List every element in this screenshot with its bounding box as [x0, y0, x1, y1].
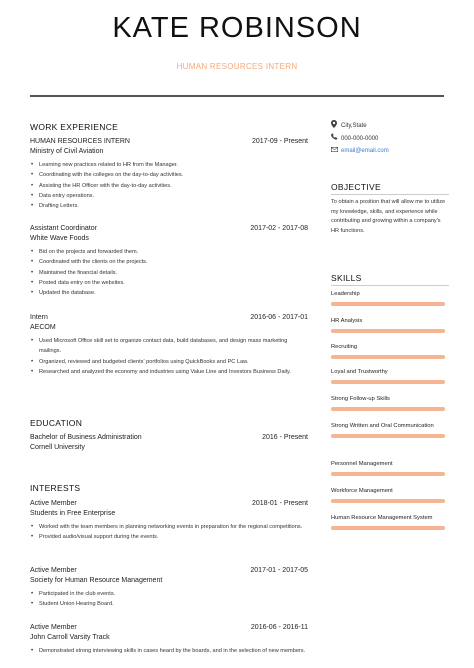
- interest-bullets: [30, 522, 308, 543]
- list-item: • Bid on the projects and forwarded them.: [30, 247, 308, 257]
- interest-entry: [30, 566, 308, 610]
- list-item: • Coordinating with the colleges on the day-to-day activities.: [30, 170, 308, 180]
- work-entry: [30, 224, 308, 298]
- work-dates: 2016-06 - 2017-01: [250, 314, 308, 321]
- skill-item: [331, 290, 445, 306]
- work-bullets: [30, 336, 308, 377]
- education-dates: 2016 - Present: [262, 434, 308, 441]
- skill-name: Leadership: [331, 291, 360, 297]
- objective-heading: OBJECTIVE: [331, 182, 381, 192]
- email-link[interactable]: email@email.com: [341, 148, 389, 154]
- skill-item: [331, 487, 445, 503]
- list-item: • Coordinated with the clients on the projects.: [30, 257, 308, 267]
- work-org: White Wave Foods: [30, 235, 89, 242]
- list-item: • Posted data entry on the websites.: [30, 278, 308, 288]
- list-item: • Researched and analyzed the economy and industries using Value Line and Investors Business Daily.: [30, 367, 308, 377]
- work-dates: 2017-09 - Present: [251, 138, 308, 145]
- skill-name: HR Analysis: [331, 318, 363, 324]
- list-item: • Drafting Letters.: [30, 201, 308, 211]
- skill-name: Workforce Management: [331, 488, 393, 494]
- skill-bar-fill: [331, 302, 445, 306]
- work-role: Assistant Coordinator: [30, 225, 97, 232]
- degree: Bachelor of Business Administration: [30, 434, 142, 441]
- work-dates: 2017-02 - 2017-08: [250, 225, 308, 232]
- interest-org: Students in Free Enterprise: [30, 510, 116, 517]
- list-item: • Worked with the team members in planning networking events in preparation for the regional competitions.: [30, 522, 308, 532]
- header-divider: [30, 95, 444, 97]
- interest-bullets: [30, 646, 308, 656]
- skill-bar: [331, 380, 445, 384]
- work-role: Intern: [30, 314, 48, 321]
- skill-item: [331, 395, 445, 411]
- objective-text: To obtain a position that will allow me to utilize my knowledge, skills, and experience while contributing and growing within a company's HR functions.: [331, 199, 446, 234]
- work-role: HUMAN RESOURCES INTERN: [30, 138, 130, 145]
- skill-item: [331, 422, 445, 438]
- contact-email[interactable]: [331, 146, 449, 156]
- skill-name: Strong Follow-up Skills: [331, 396, 390, 402]
- list-item: • Demonstrated strong interviewing skills in cases heard by the boards, and in the selection of new members.: [30, 646, 308, 656]
- skill-name: Strong Written and Oral Communication: [331, 423, 434, 429]
- interest-role: Active Member: [30, 500, 77, 507]
- interest-entry: [30, 499, 308, 543]
- envelope-icon: [331, 146, 341, 156]
- work-bullets: [30, 160, 308, 211]
- skill-bar-fill: [331, 434, 445, 438]
- skill-bar-fill: [331, 329, 445, 333]
- skill-item: [331, 343, 445, 359]
- skill-bar-fill: [331, 380, 445, 384]
- list-item: • Updated the database.: [30, 288, 308, 298]
- education-entry: [30, 433, 308, 453]
- skill-bar-fill: [331, 472, 445, 476]
- skill-bar: [331, 302, 445, 306]
- skill-bar: [331, 526, 445, 530]
- work-entry: [30, 137, 308, 211]
- skill-bar: [331, 472, 445, 476]
- candidate-name: KATE ROBINSON: [112, 12, 362, 44]
- work-org: AECOM: [30, 324, 56, 331]
- skill-item: [331, 514, 445, 530]
- objective-divider: [331, 194, 449, 195]
- list-item: • Used Microsoft Office skill set to organize contact data, build databases, and design mass marketing mailings.: [30, 336, 308, 357]
- interest-bullets: [30, 589, 308, 610]
- contact-phone: 000-000-0000: [331, 133, 449, 144]
- interest-dates: 2018-01 - Present: [251, 500, 308, 507]
- skill-bar: [331, 329, 445, 333]
- skill-name: Personnel Management: [331, 461, 393, 467]
- list-item: • Maintained the financial details.: [30, 268, 308, 278]
- skill-bar: [331, 499, 445, 503]
- work-entry: [30, 313, 308, 377]
- work-org: Ministry of Civil Aviation: [30, 148, 104, 155]
- interest-role: Active Member: [30, 567, 77, 574]
- skill-bar-fill: [331, 407, 445, 411]
- list-item: • Data entry operations.: [30, 191, 308, 201]
- skill-bar-fill: [331, 499, 445, 503]
- skill-item: [331, 317, 445, 333]
- skill-bar: [331, 434, 445, 438]
- interest-dates: 2017-01 - 2017-05: [250, 567, 308, 574]
- interest-org: Society for Human Resource Management: [30, 577, 163, 584]
- skill-bar-fill: [331, 355, 445, 359]
- skills-heading: SKILLS: [331, 273, 362, 283]
- work-bullets: [30, 247, 308, 298]
- list-item: • Assisting the HR Officer with the day-to-day activities.: [30, 181, 308, 191]
- list-item: • Organized, reviewed and budgeted clients' portfolios using QuickBooks and PC Law.: [30, 357, 308, 367]
- interest-dates: 2016-06 - 2016-11: [250, 624, 308, 631]
- interests-heading: INTERESTS: [30, 483, 81, 493]
- education-heading: EDUCATION: [30, 418, 83, 428]
- skills-divider: [331, 285, 449, 286]
- interest-entry: [30, 623, 308, 656]
- skill-item: [331, 460, 445, 476]
- phone-icon: [331, 133, 341, 144]
- resume-header: [0, 0, 474, 88]
- work-experience-heading: WORK EXPERIENCE: [30, 122, 119, 132]
- interest-role: Active Member: [30, 624, 77, 631]
- list-item: • Learning new practices related to HR from the Manager.: [30, 160, 308, 170]
- skill-bar: [331, 407, 445, 411]
- skill-name: Loyal and Trustworthy: [331, 369, 388, 375]
- school: Cornell University: [30, 444, 85, 451]
- contact-location: City,State: [331, 120, 449, 132]
- job-title: HUMAN RESOURCES INTERN: [176, 62, 298, 71]
- list-item: • Participated in the club events.: [30, 589, 308, 599]
- interest-org: John Carroll Varsity Track: [30, 634, 110, 641]
- skill-item: [331, 368, 445, 384]
- list-item: • Student Union Hearing Board.: [30, 599, 308, 609]
- map-pin-icon: [331, 120, 341, 132]
- skill-bar: [331, 355, 445, 359]
- skill-bar-fill: [331, 526, 445, 530]
- list-item: • Provided audio/visual support during the events.: [30, 532, 308, 542]
- skill-name: Human Resource Management System: [331, 515, 433, 521]
- skill-name: Recruiting: [331, 344, 358, 350]
